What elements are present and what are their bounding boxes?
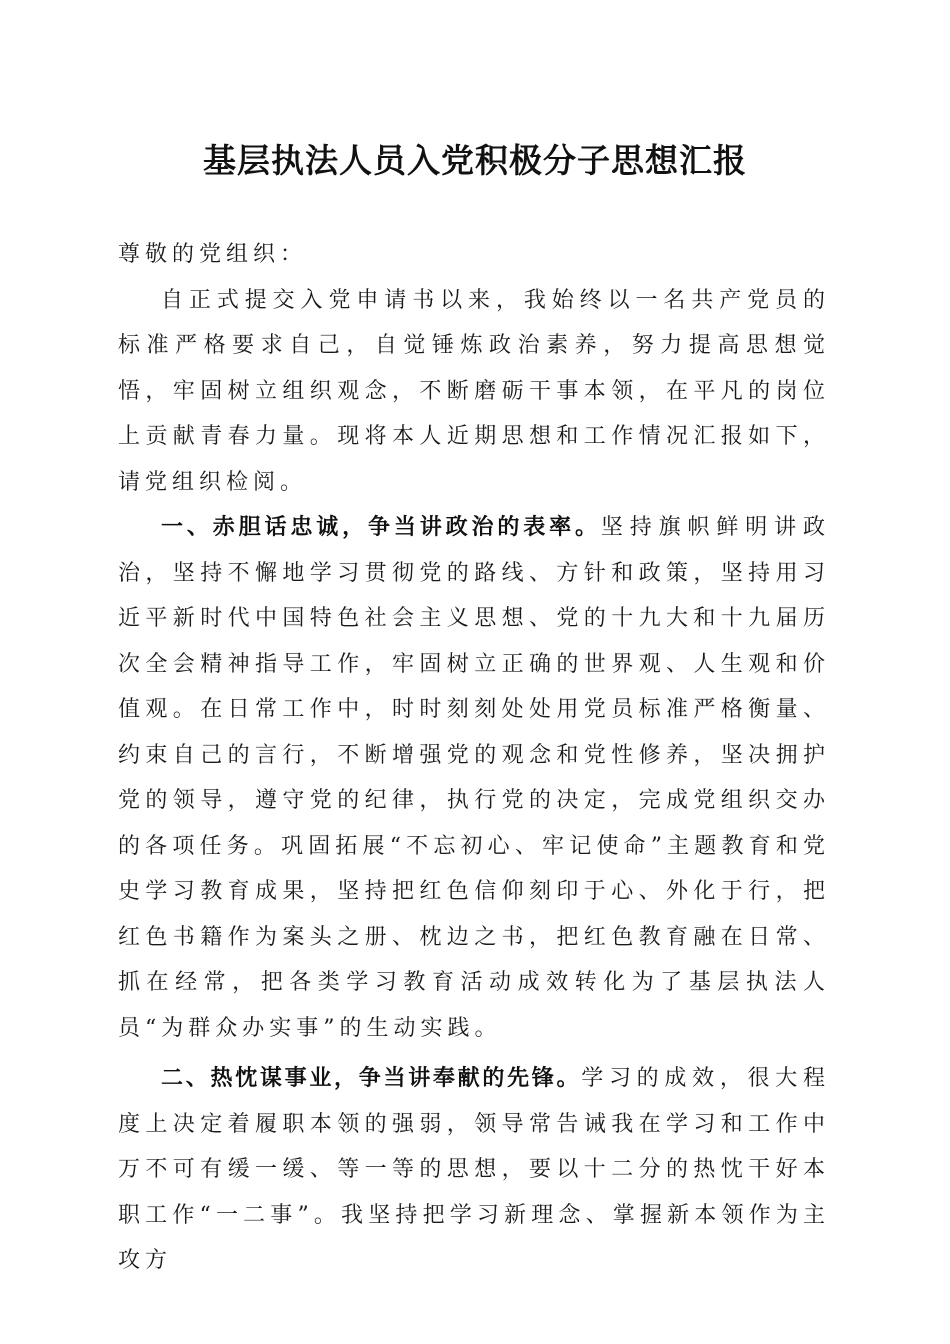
section-two-heading: 二、热忱谋事业，争当讲奉献的先锋。 — [161, 1066, 582, 1091]
salutation: 尊敬的党组织： — [118, 242, 308, 267]
intro-paragraph: 自正式提交入党申请书以来，我始终以一名共产党员的标准严格要求自己，自觉锤炼政治素养，努力提高思想觉悟，牢固树立组织观念，不断磨砺干事本领，在平凡的岗位上贡献青春力量。现将本人近期思想和工作情况汇报如下，请党组织检阅。 — [118, 287, 830, 495]
section-two-body: 学习的成效，很大程度上决定着履职本领的强弱，领导常告诫我在学习和工作中万不可有缓一缓、等一等的思想，要以十二分的热忱干好本职工作“一二事”。我坚持把学习新理念、掌握新本领作为主攻方 — [118, 1066, 830, 1273]
section-one-heading: 一、赤胆话忠诚，争当讲政治的表率。 — [161, 515, 601, 540]
document-title: 基层执法人员入党积极分子思想汇报 — [203, 141, 747, 180]
section-one-body: 坚持旗帜鲜明讲政治，坚持不懈地学习贯彻党的路线、方针和政策，坚持用习近平新时代中国特色社会主义思想、党的十九大和十九届历次全会精神指导工作，牢固树立正确的世界观、人生观和价值观。在日常工作中，时时刻刻处处用党员标准严格衡量、约束自己的言行，不断增强党的观念和党性修养，坚决拥护党的领导，遵守党的纪律，执行党的决定，完成党组织交办的各项任务。巩固拓展“不忘初心、牢记使命”主题教育和党史学习教育成果，坚持把红色信仰刻印于心、外化于行，把红色书籍作为案头之册、枕边之书，把红色教育融在日常、抓在经常，把各类学习教育活动成效转化为了基层执法人员“为群众办实事”的生动实践。 — [118, 515, 830, 1041]
document-body — [118, 232, 830, 1284]
section-one-paragraph — [118, 505, 830, 1051]
section-two-paragraph — [118, 1056, 830, 1284]
